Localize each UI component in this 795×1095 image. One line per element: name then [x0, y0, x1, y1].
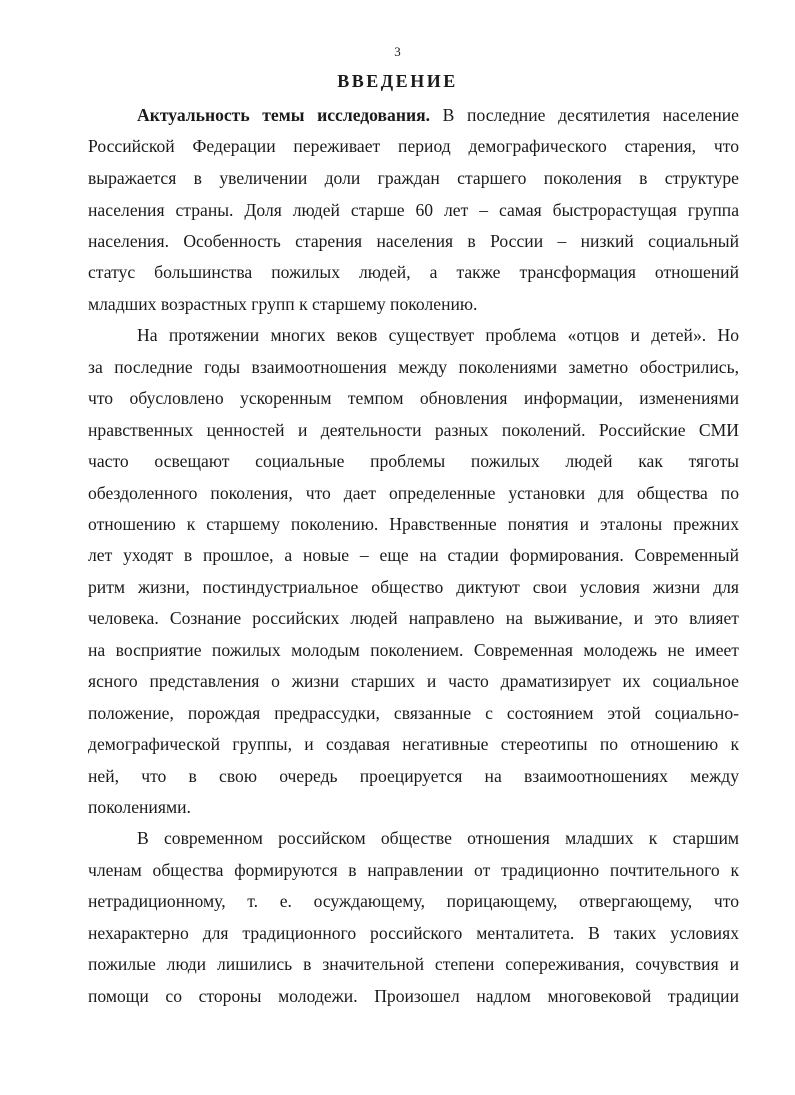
text-line: членам общества формируются в направлении от традиционно почтительного к: [88, 860, 739, 880]
text-line: На протяжении многих веков существует проблема «отцов и детей». Но: [137, 325, 739, 345]
text-line: Российской Федерации переживает период демографического старения, что: [88, 136, 739, 156]
text-line: за последние годы взаимоотношения между поколениями заметно обострились,: [88, 357, 739, 377]
text-line: демографической группы, и создавая негативные стереотипы по отношению к: [88, 734, 739, 754]
page-number: 3: [394, 44, 401, 59]
text-line: положение, порождая предрассудки, связанные с состоянием этой социально-: [88, 703, 739, 723]
text-line: помощи со стороны молодежи. Произошел надлом многовековой традиции: [88, 986, 739, 1006]
text-line: отношению к старшему поколению. Нравственные понятия и эталоны прежних: [88, 514, 739, 534]
text-line: В современном российском обществе отношения младших к старшим: [137, 828, 739, 848]
text-line: ней, что в свою очередь проецируется на взаимоотношениях между: [88, 766, 739, 786]
text-line: обездоленного поколения, что дает определенные установки для общества по: [88, 483, 739, 503]
text-run: В последние десятилетия население: [430, 105, 739, 125]
text-line: [137, 103, 739, 127]
text-line: населения страны. Доля людей старше 60 лет – самая быстрорастущая группа: [88, 200, 739, 220]
text-line: что обусловлено ускоренным темпом обновления информации, изменениями: [88, 388, 739, 408]
text-line: нетрадиционному, т. е. осуждающему, порицающему, отвергающему, что: [88, 891, 739, 911]
text-line: ритм жизни, постиндустриальное общество диктуют свои условия жизни для: [88, 577, 739, 597]
text-line: человека. Сознание российских людей направлено на выживание, и это влияет: [88, 608, 739, 628]
text-line: статус большинства пожилых людей, а также трансформация отношений: [88, 262, 739, 282]
text-line: лет уходят в прошлое, а новые – еще на стадии формирования. Современный: [88, 545, 739, 565]
text-line: выражается в увеличении доли граждан старшего поколения в структуре: [88, 168, 739, 188]
text-line: на восприятие пожилых молодым поколением. Современная молодежь не имеет: [88, 640, 739, 660]
text-line: нравственных ценностей и деятельности разных поколений. Российские СМИ: [88, 420, 739, 440]
bold-lead: Актуальность темы исследования.: [137, 105, 431, 125]
text-line: населения. Особенность старения населения в России – низкий социальный: [88, 231, 739, 251]
text-line: ясного представления о жизни старших и часто драматизирует их социальное: [88, 671, 739, 691]
text-line: пожилые люди лишились в значительной степени сопереживания, сочувствия и: [88, 954, 739, 974]
text-line: младших возрастных групп к старшему поколению.: [88, 294, 478, 314]
section-heading: ВВЕДЕНИЕ: [337, 71, 458, 91]
text-line: нехарактерно для традиционного российского менталитета. В таких условиях: [88, 923, 739, 943]
text-line: часто освещают социальные проблемы пожилых людей как тяготы: [88, 451, 739, 471]
text-line: поколениями.: [88, 797, 191, 817]
